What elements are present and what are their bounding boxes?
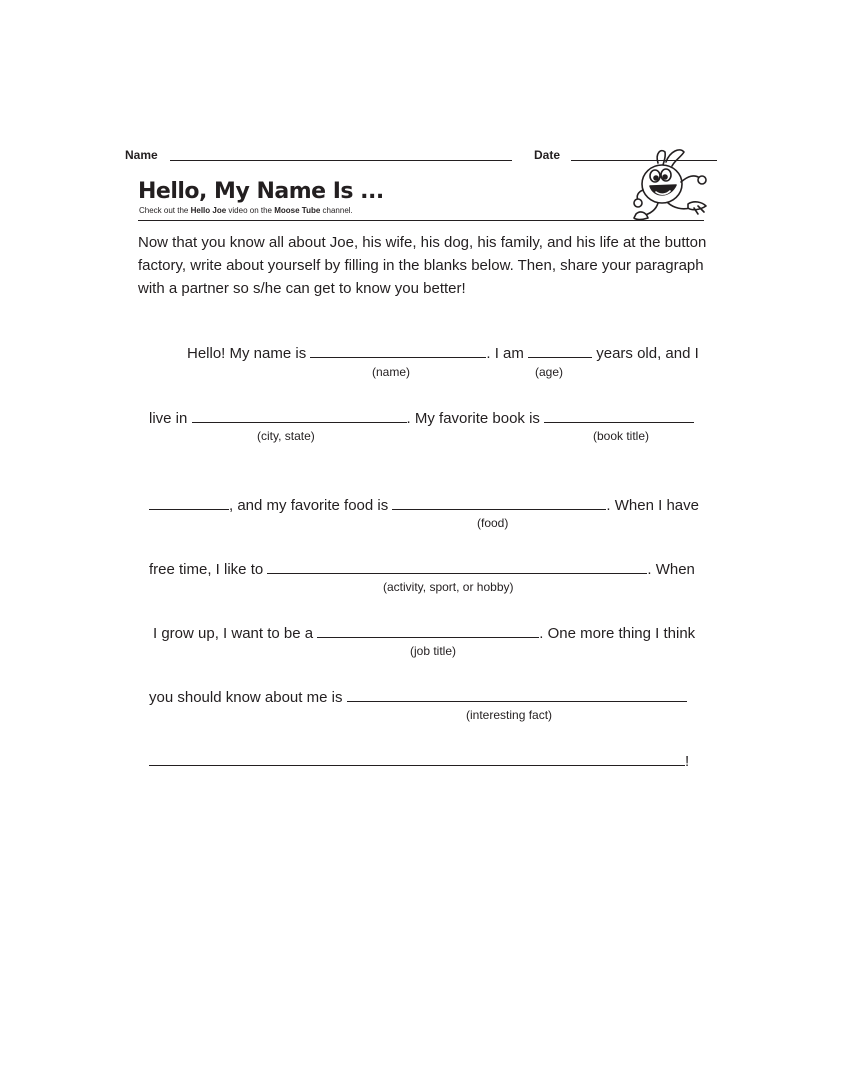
story-text: . When I have xyxy=(606,497,699,514)
hint-name: (name) xyxy=(372,365,411,379)
hint-city: (city, state) xyxy=(257,429,315,443)
page-subtitle: Check out the Hello Joe video on the Moose Tube channel. xyxy=(139,206,353,215)
story-text: . One more thing I think xyxy=(539,625,696,642)
activity-blank[interactable] xyxy=(267,559,647,574)
name-field[interactable] xyxy=(170,160,512,161)
date-label: Date xyxy=(534,148,561,162)
story-text: you should know about me is xyxy=(149,689,347,706)
story-text: , and my favorite food is xyxy=(229,497,393,514)
story-text: . I am xyxy=(486,345,529,362)
fact-blank-continued[interactable] xyxy=(149,751,685,766)
intro-paragraph: Now that you know all about Joe, his wife, his dog, his family, and his life at the button factory, write about yourself by filling in the blanks below. Then, share your paragraph with a partner so s/he can get to know you better! xyxy=(138,234,707,297)
hint-food: (food) xyxy=(477,516,509,530)
story-line-6 xyxy=(149,687,687,706)
age-blank[interactable] xyxy=(528,343,592,358)
name-label: Name xyxy=(125,148,158,162)
story-line-2 xyxy=(149,408,694,427)
hint-age: (age) xyxy=(535,365,564,379)
city-blank[interactable] xyxy=(192,408,407,423)
joe-mascot-icon xyxy=(628,148,714,228)
name-blank[interactable] xyxy=(310,343,486,358)
hint-activity: (activity, sport, or hobby) xyxy=(383,580,514,594)
hint-book: (book title) xyxy=(593,429,650,443)
story-text: . My favorite book is xyxy=(406,410,545,427)
story-text: ! xyxy=(685,753,690,770)
job-blank[interactable] xyxy=(317,623,539,638)
story-text: . When xyxy=(647,561,695,578)
book-blank-continued[interactable] xyxy=(149,495,229,510)
page-title: Hello, My Name Is ... xyxy=(138,179,384,204)
story-line-4 xyxy=(149,559,695,578)
story-line-3 xyxy=(149,495,699,514)
story-text: years old, and I xyxy=(592,345,699,362)
story-text: Hello! My name is xyxy=(187,345,311,362)
food-blank[interactable] xyxy=(392,495,606,510)
story-line-5 xyxy=(153,623,695,642)
title-divider xyxy=(138,220,704,221)
story-text: free time, I like to xyxy=(149,561,268,578)
story-line-1 xyxy=(187,343,699,362)
hint-fact: (interesting fact) xyxy=(466,708,553,722)
story-line-7 xyxy=(149,751,689,770)
hint-job: (job title) xyxy=(410,644,457,658)
story-text: live in xyxy=(149,410,192,427)
story-text: I grow up, I want to be a xyxy=(153,625,318,642)
fact-blank[interactable] xyxy=(347,687,687,702)
book-blank[interactable] xyxy=(544,408,694,423)
